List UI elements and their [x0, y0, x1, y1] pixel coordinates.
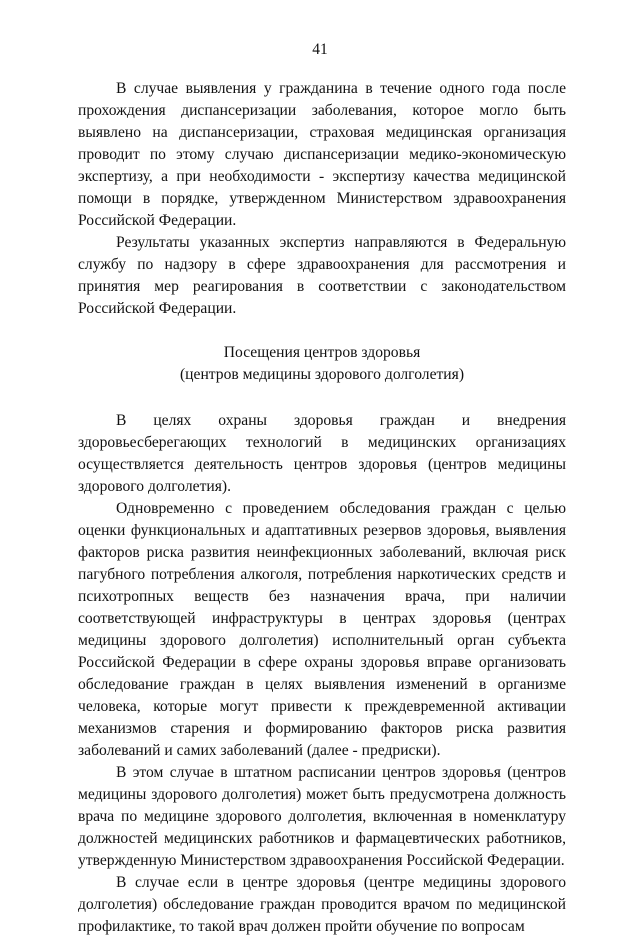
paragraph-examination: Одновременно с проведением обследования граждан с целью оценки функциональных и адаптативных резервов здоровья, выявления факторов риска развития неинфекционных заболеваний, включая риск пагубного потребления алкоголя, потребления наркотических средств и психотропных веществ без назначения врача, при наличии соответствующей инфраструктуры в центрах здоровья (центрах медицины здорового долголетия) исполнительный орган субъекта Российской Федерации в сфере охраны здоровья вправе организовать обследование граждан в целях выявления изменений в организме человека, которые могут привести к преждевременной активации механизмов старения и формированию факторов риска развития заболеваний и самих заболеваний (далее - предриски). — [78, 500, 566, 759]
paragraph-results: Результаты указанных экспертиз направляются в Федеральную службу по надзору в сфере здравоохранения для рассмотрения и принятия мер реагирования в соответствии с законодательством Российской Федерации. — [78, 234, 566, 317]
paragraph-expertise: В случае выявления у гражданина в течение одного года после прохождения диспансеризации заболевания, которое могло быть выявлено на диспансеризации, страховая медицинская организация проводит по этому случаю диспансеризации медико-экономическую экспертизу, а при необходимости - экспертизу качества медицинской помощи в порядке, утвержденном Министерством здравоохранения Российской Федерации. — [78, 80, 566, 229]
section-heading — [78, 342, 566, 386]
section-heading-line1: Посещения центров здоровья — [223, 344, 421, 361]
section-heading-line2: (центров медицины здорового долголетия) — [179, 366, 465, 383]
page-number: 41 — [312, 41, 328, 58]
document-body — [78, 78, 566, 938]
paragraph-staffing: В этом случае в штатном расписании центров здоровья (центров медицины здорового долголетия) может быть предусмотрена должность врача по медицине здорового долголетия, включенная в номенклатуру должностей медицинских работников и фармацевтических работников, утвержденную Министерством здравоохранения Российской Федерации. — [78, 764, 566, 869]
paragraph-training: В случае если в центре здоровья (центре медицины здорового долголетия) обследование граждан проводится врачом по медицинской профилактике, то такой врач должен пройти обучение по вопросам — [78, 874, 566, 935]
paragraph-health-centers: В целях охраны здоровья граждан и внедрения здоровьесберегающих технологий в медицинских организациях осуществляется деятельность центров здоровья (центров медицины здорового долголетия). — [78, 412, 566, 495]
